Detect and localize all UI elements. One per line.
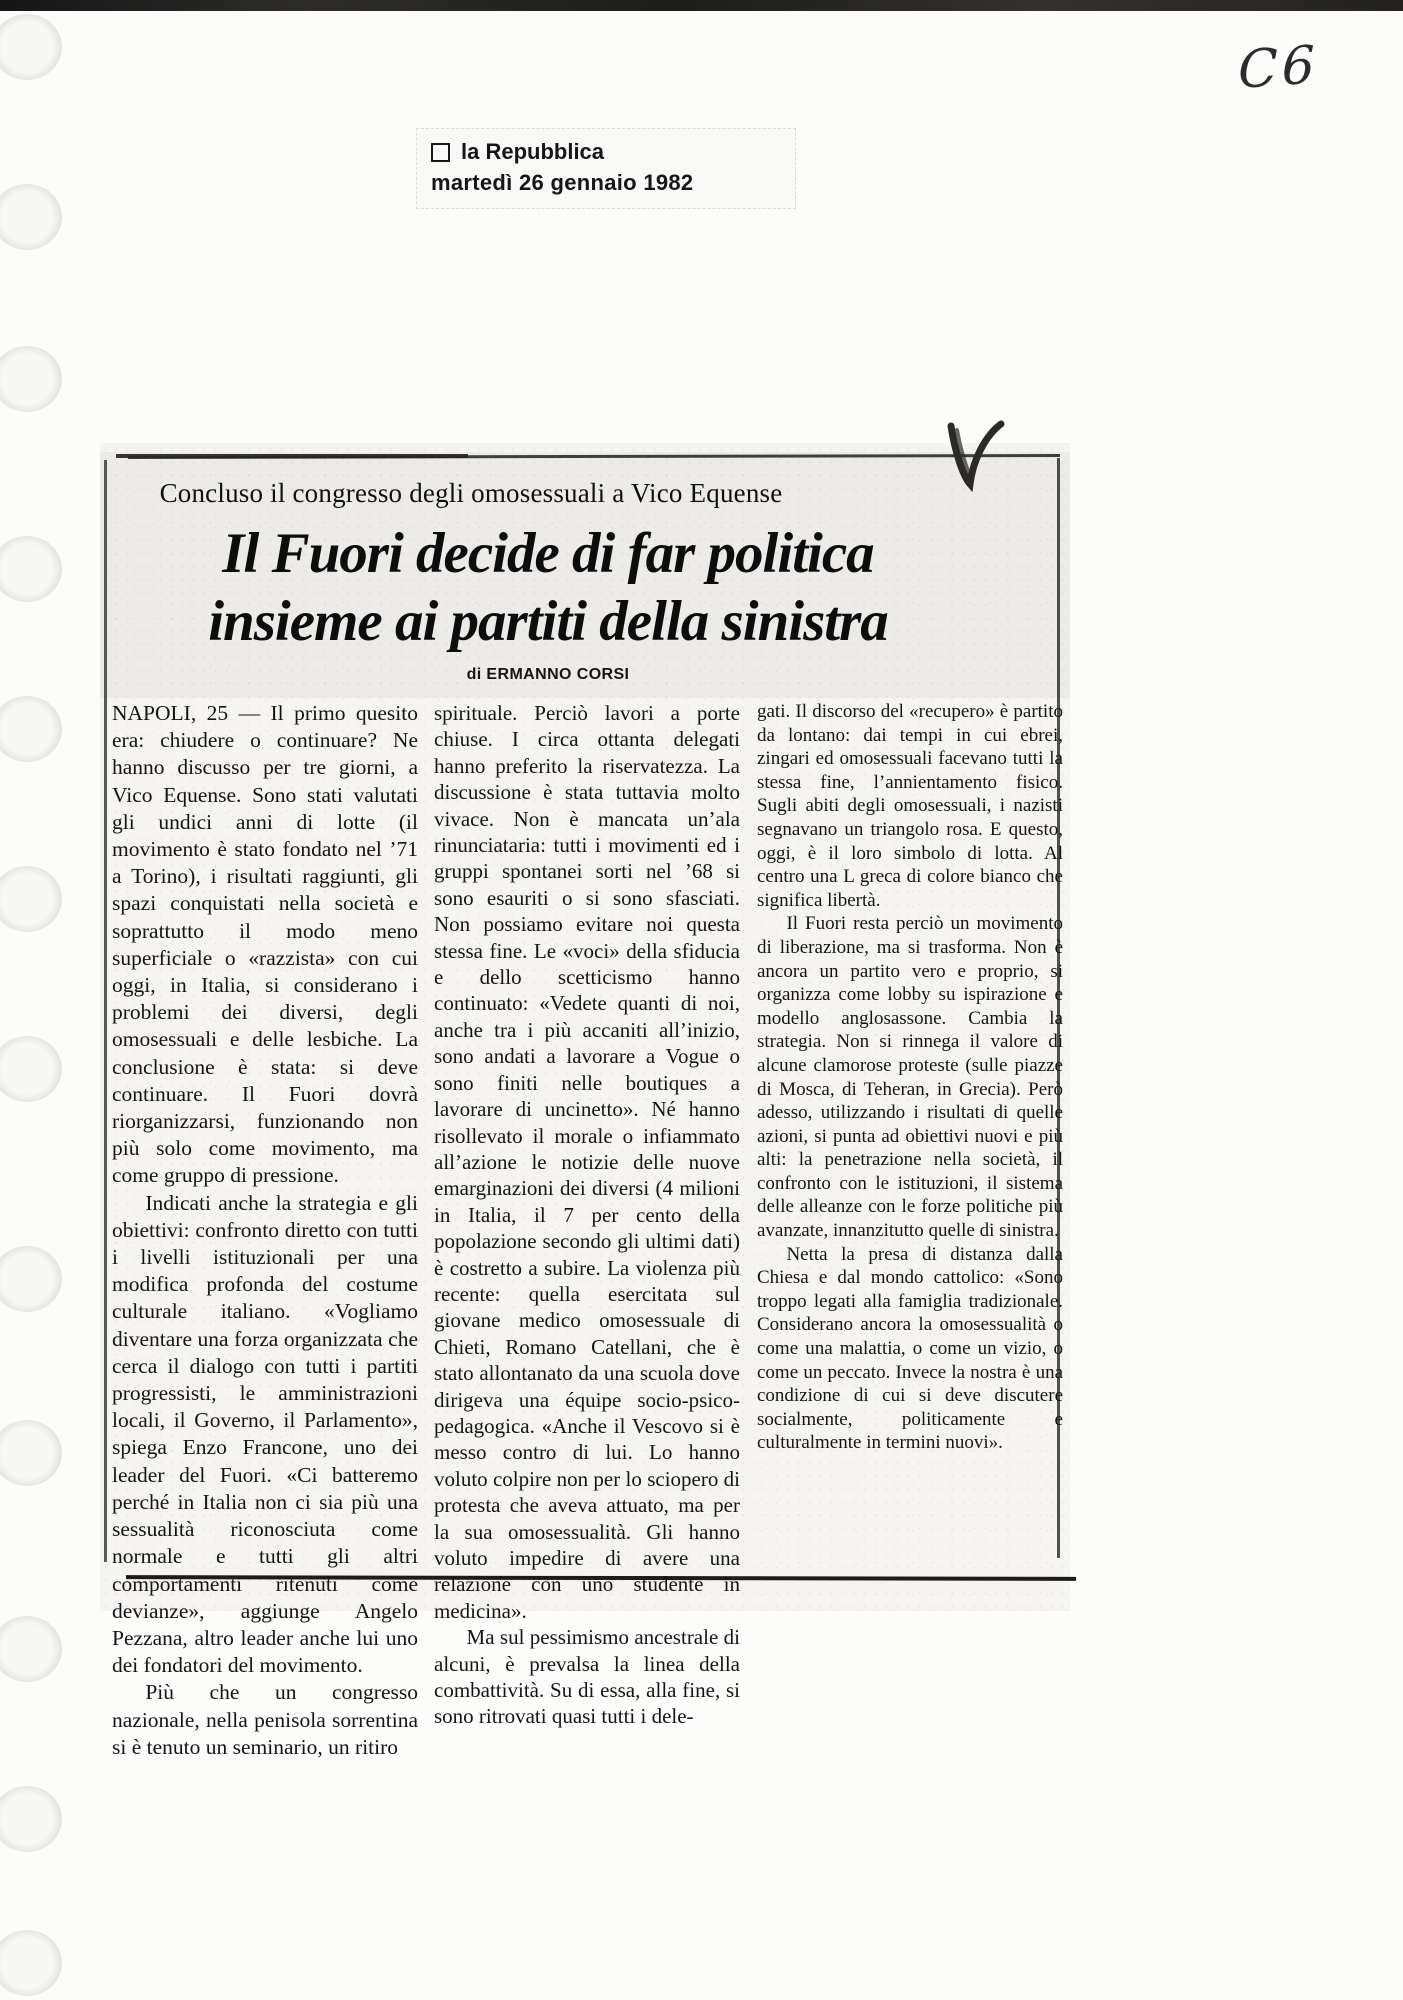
article-byline: di ERMANNO CORSI — [466, 666, 630, 683]
paragraph: gati. Il discorso del «recupero» è partito da lontano: dai tempi in cui ebrei, zingari ed omosessuali facevano tutti la stessa fine, l’annientamento fisico. Sugli abiti degli omosessuali, i nazisti segnavano un triangolo rosa. E questo, oggi, è il loro simbolo di lotta. Al centro una L greca di colore bianco che significa libertà. — [757, 701, 1063, 911]
handwritten-checkmark-icon — [943, 418, 1023, 502]
punch-hole — [0, 1420, 62, 1486]
article-column-3 — [757, 700, 1063, 1455]
punch-hole — [0, 184, 62, 250]
punch-hole — [0, 1616, 62, 1682]
punch-hole — [0, 696, 62, 762]
punch-hole — [0, 866, 62, 932]
article-headline — [108, 520, 988, 656]
paper-name: la Repubblica — [461, 139, 605, 164]
paragraph: Più che un congresso nazionale, nella penisola sorrentina si è tenuto un seminario, un ritiro — [112, 1680, 418, 1759]
paragraph: Indicati anche la strategia e gli obiettivi: confronto diretto con tutti i livelli istituzionali per una modifica profonda del costume culturale italiano. «Vogliamo diventare una forza organizzata che cerca il dialogo con tutti i partiti progressisti, le amministrazioni locali, il Governo, il Parlamento», spiega Enzo Francone, uno dei leader del Fuori. «Ci batteremo perché in Italia non ci sia più una sessualità riconosciuta come normale e tutti gli altri comportamenti ritenuti come devianze», aggiunge Angelo Pezzana, altro leader anche lui uno dei fondatori del movimento. — [112, 1190, 418, 1678]
headline-line-2: insieme ai partiti della sinistra — [208, 590, 888, 653]
paragraph: spirituale. Perciò lavori a porte chiuse. I circa ottanta delegati hanno preferito la riservatezza. La discussione è stata tuttavia molto vivace. Non è mancata un’ala rinunciataria: tutti i movimenti ed i gruppi spontanei sorti nel ’68 si sono esauriti o si sono sfasciati. Non possiamo evitare noi questa stessa fine. Le «voci» della sfiducia e dello scetticismo hanno continuato: «Vedete quanti di noi, anche tra i più accaniti all’inizio, sono andati a lavorare a Vogue o sono finiti nelle boutiques a lavorare di uncinetto». Né hanno risollevato il morale o infiammato all’azione le notizie delle nuove emarginazioni dei diversi (4 milioni in Italia, il 7 per cento della popolazione secondo gli ultimi dati) è costretto a subire. La violenza più recente: quella esercitata sul giovane medico omosessuale di Chieti, Romano Catellani, che è stato allontanato da una scuola dove dirigeva una équipe socio-psico-pedagogica. «Anche il Vescovo si è messo contro di lui. Lo hanno voluto colpire non per lo sciopero di protesta che aveva attuato, ma per la sua omosessualità. Gli hanno voluto impedire di avere una relazione con uno studente in medicina». — [434, 701, 740, 1623]
punch-hole — [0, 1246, 62, 1312]
issue-date: martedì 26 gennaio 1982 — [431, 170, 694, 195]
article-column-2 — [434, 700, 740, 1730]
scan-edge-artifact — [0, 0, 1403, 11]
handwritten-code: C6 — [1238, 35, 1319, 101]
punch-hole — [0, 536, 62, 602]
paragraph: NAPOLI, 25 — Il primo quesito era: chiudere o continuare? Ne hanno discusso per tre giorni, a Vico Equense. Sono stati valutati gli undici anni di lotte (il movimento è stato fondato nel ’71 a Torino), i risultati raggiunti, gli spazi conquistati nella società e soprattutto il modo meno superficiale o «razzista» con cui oggi, in Italia, si considerano i problemi dei diversi, degli omosessuali e delle lesbiche. La conclusione è stata: si deve continuare. Il Fuori dovrà riorganizzarsi, funzionando non più solo come movimento, ma come gruppo di pressione. — [112, 701, 418, 1188]
paragraph: Ma sul pessimismo ancestrale di alcuni, è prevalsa la linea della combattività. Su di essa, alla fine, si sono ritrovati quasi tutti i dele- — [434, 1625, 740, 1729]
paragraph: Il Fuori resta perciò un movimento di liberazione, ma si trasforma. Non è ancora un partito vero e proprio, si organizza come lobby su ispirazione e modello anglosassone. Cambia la strategia. Non si rinnega il valore di alcune clamorose proteste (sulle piazze di Mosca, di Teheran, in Grecia). Però adesso, utilizzando i risultati di quelle azioni, si punta ad obiettivi nuovi e più alti: la penetrazione nella società, il confronto con le istituzioni, il sistema delle alleanze con le forze politiche più avanzate, innanzitutto quelle di sinistra. — [757, 913, 1063, 1242]
masthead-label — [416, 128, 796, 209]
paragraph: Netta la presa di distanza dalla Chiesa e dal mondo cattolico: «Sono troppo legati alla famiglia tradizionale. Considerano ancora la omosessualità o come una malattia, o come un vizio, o come un peccato. Invece la nostra è una condizione di cui si deve discutere socialmente, politicamente e culturalmente in termini nuovi». — [757, 1243, 1063, 1454]
headline-line-1: Il Fuori decide di far politica — [222, 522, 874, 585]
punch-hole — [0, 1036, 62, 1102]
clipping-top-rule-segment — [116, 454, 468, 458]
punch-hole — [0, 14, 62, 80]
article-column-1 — [112, 700, 418, 1761]
punch-hole — [0, 346, 62, 412]
checkbox-icon — [431, 143, 450, 162]
punch-hole — [0, 1786, 62, 1852]
clipping-left-rule — [104, 460, 107, 1562]
article-kicker: Concluso il congresso degli omosessuali a Vico Equense — [159, 478, 783, 508]
punch-hole — [0, 1930, 62, 1996]
